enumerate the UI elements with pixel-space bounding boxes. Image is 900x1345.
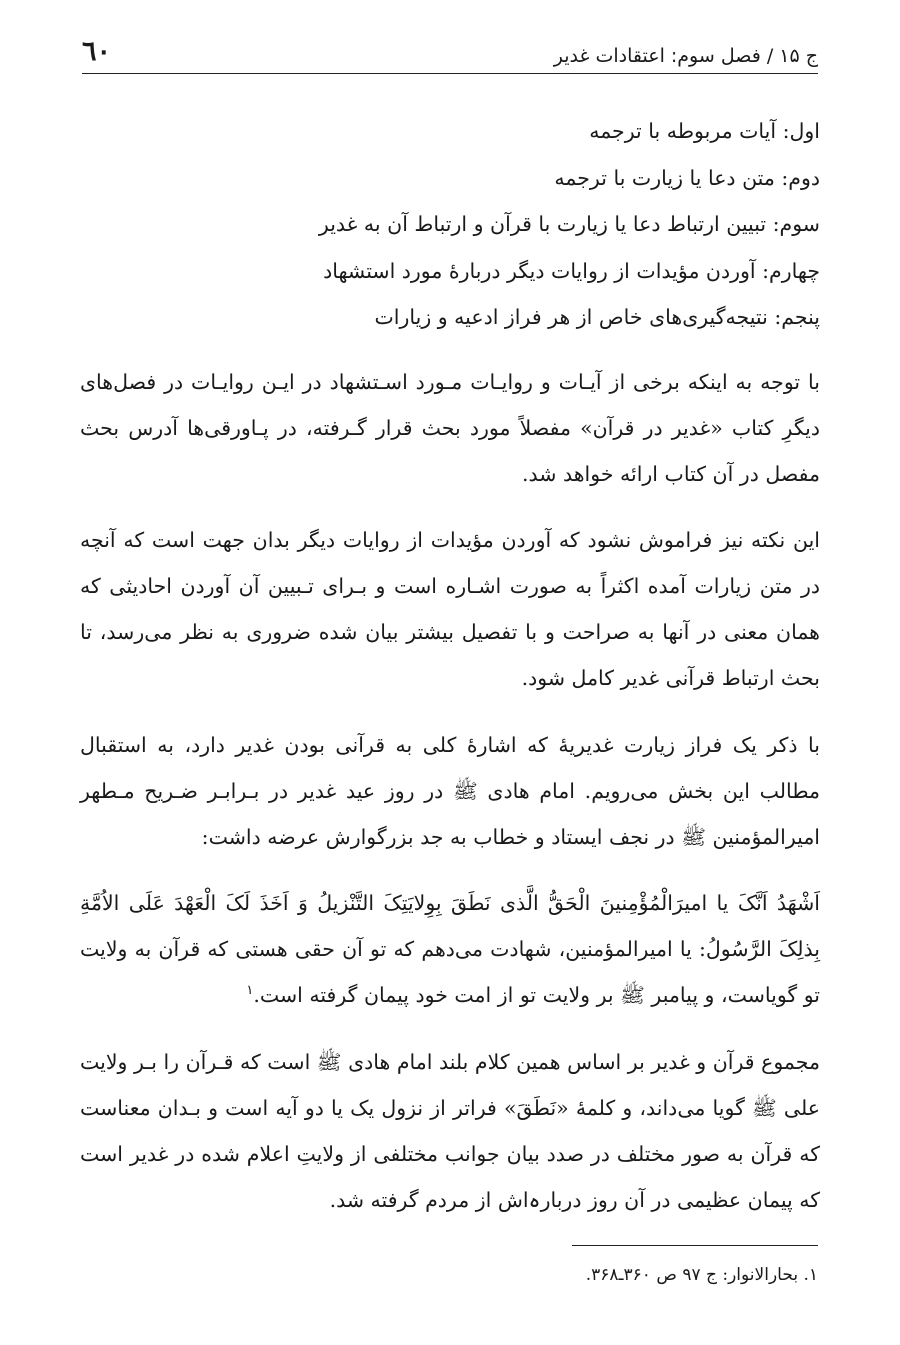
list-item: چهارم: آوردن مؤیدات از روایات دیگر دربارۀ مورد استشهاد <box>323 258 820 283</box>
footnote-divider <box>572 1245 818 1246</box>
page-header <box>82 34 818 74</box>
paragraph-conclusion: مجموع قرآن و غدیر بر اساس همین کلام بلند امام هادی ﷺ است که قـرآن را بـر ولایت علی ﷺ گویا می‌داند، و کلمۀ «نَطَقَ» فراتر از نزول یک یا دو آیه است و بـدان معناست که قرآن به صور مختلف در صدد بیان جوانب مختلفی از ولایتِ اعلام شده در غدیر است که پیمان عظیمی در آن روز دربارہ‌اش از مردم گرفته شد. <box>80 1049 820 1212</box>
paragraph-quote <box>80 880 820 1018</box>
paragraph-note: این نکته نیز فراموش نشود که آوردن مؤیدات از روایات دیگر بدان جهت است که آنچه در متن زیارات آمده اکثراً به صورت اشـاره است و بـرای تـبیین آن آوردن احادیثی که همان معنی در آنها به صراحت و با تفصیل بیشتر بیان شده ضروری به نظر می‌رسد، تا بحث ارتباط قرآنی غدیر کامل شود. <box>80 528 820 690</box>
list-item: سوم: تبیین ارتباط دعا یا زیارت با قرآن و ارتباط آن به غدیر <box>318 212 820 236</box>
method-list <box>80 108 820 341</box>
footnote: ۱. بحارالانوار: ج ۹۷ ص ۳۶۰ـ۳۶۸. <box>585 1265 818 1285</box>
list-item: اول: آیات مربوطه با ترجمه <box>589 119 820 143</box>
running-title: ج ۱۵ / فصل سوم: اعتقادات غدیر <box>553 45 818 67</box>
list-item: دوم: متن دعا یا زیارت با ترجمه <box>554 165 820 190</box>
list-item: پنجم: نتیجه‌گیری‌های خاص از هر فراز ادعیه و زیارات <box>374 305 820 329</box>
footnote-reference: ۱ <box>246 983 254 999</box>
arabic-quote: اَشْهَدُ اَنَّکَ یا امیرَالْمُؤْمِنینَ الْحَقُّ الَّذی نَطَقَ بِوِلایَتِکَ التَّنْزیلُ وَ اَخَذَ لَکَ الْعَهْدَ عَلَی الاُمَّةِ بِذلِکَ الرَّسُولُ: <box>80 891 820 961</box>
quote-translation: یا امیرالمؤمنین، شهادت می‌دهم که تو آن حقی هستی که قرآن به ولایت تو گویاست، و پیامبر ﷺ بر ولایت تو از امت خود پیمان گرفته است. <box>80 937 820 1007</box>
page-body <box>80 108 820 1243</box>
page-number: ٦٠ <box>82 36 112 67</box>
paragraph-ziyarat-intro: با ذکر یک فراز زیارت غدیریۀ که اشارۀ کلی به قرآنی بودن غدیر دارد، به استقبال مطالب این بخش می‌رویم. امام هادی ﷺ در روز عید غدیر در بـرابـر ضـریح مـطهر امیرالمؤمنین ﷺ در نجف ایستاد و خطاب به جد بزرگوارش عرضه داشت: <box>80 732 820 849</box>
paragraph-intro: با توجه به اینکه برخی از آیـات و روایـات مـورد اسـتشهاد در ایـن روایـات در فصل‌های دیگرِ کتاب «غدیر در قرآن» مفصلاً مورد بحث قرار گـرفته، در پـاورقی‌ها آدرس بحث مفصل در آن کتاب ارائه خواهد شد. <box>80 369 820 486</box>
